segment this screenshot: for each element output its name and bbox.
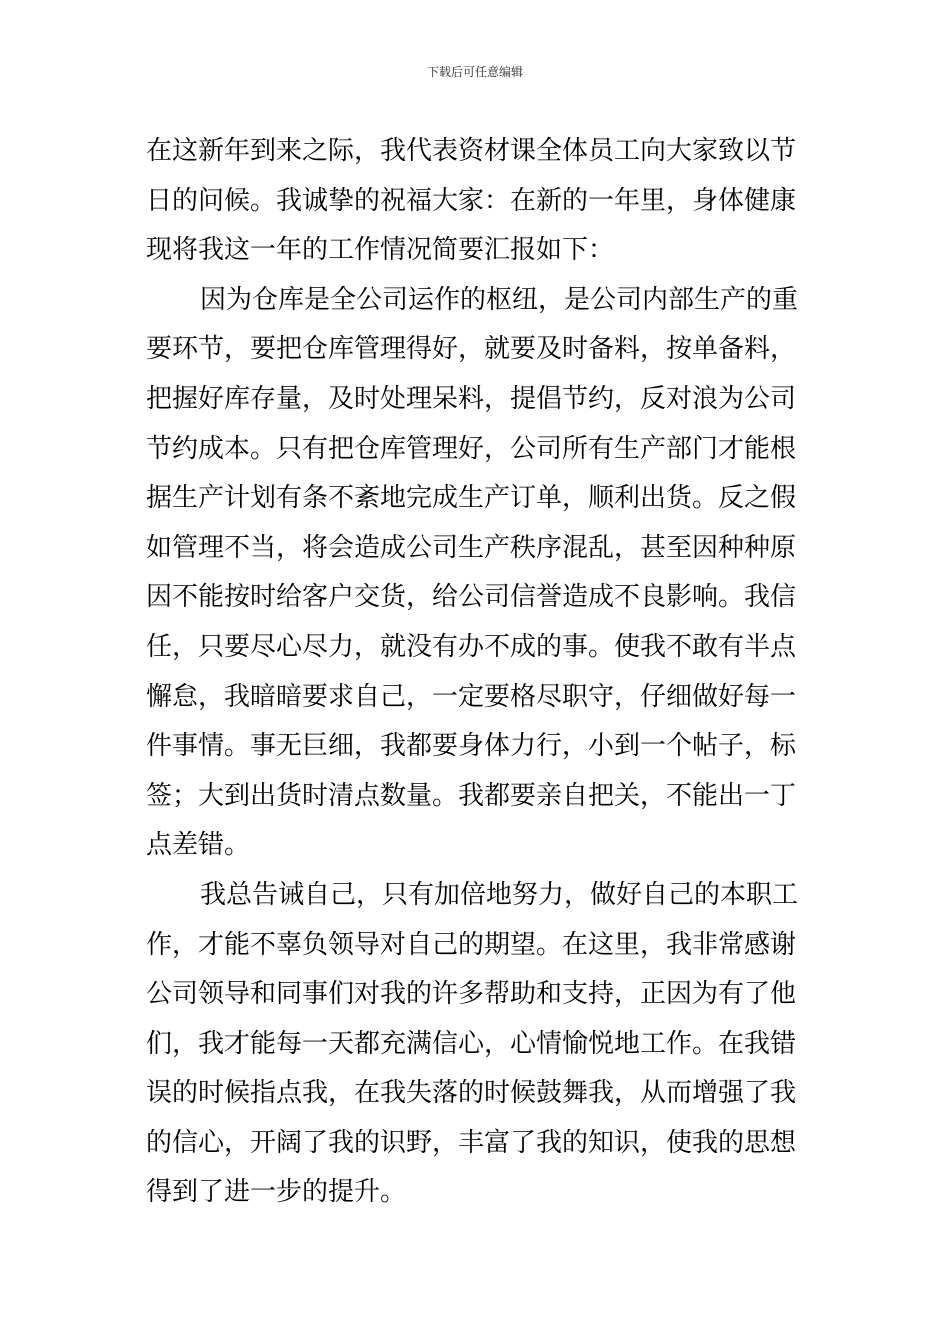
text-line: 误的时候指点我，在我失落的时候鼓舞我，从而增强了我 xyxy=(146,1078,797,1109)
text-line: 的信心，开阔了我的识野，丰富了我的知识，使我的思想 xyxy=(146,1127,797,1158)
text-line: 日的问候。我诚挚的祝福大家：在新的一年里，身体健康 xyxy=(146,185,797,216)
text-line: 现将我这一年的工作情况简要汇报如下： xyxy=(146,235,615,266)
page-header: 下载后可任意编辑 xyxy=(426,65,523,79)
text-line: 我总告诫自己，只有加倍地努力，做好自己的本职工 xyxy=(200,879,799,910)
text-line: 在这新年到来之际，我代表资材课全体员工向大家致以节 xyxy=(146,136,797,166)
text-line: 要环节，要把仓库管理得好，就要及时备料，按单备料， xyxy=(146,334,797,365)
text-line: 件事情。事无巨细，我都要身体力行，小到一个帖子，标 xyxy=(146,731,797,762)
text-line: 因不能按时给客户交货，给公司信誉造成不良影响。我信 xyxy=(146,582,797,613)
text-line: 据生产计划有条不紊地完成生产订单，顺利出货。反之假 xyxy=(146,483,797,514)
text-line: 公司领导和同事们对我的许多帮助和支持，正因为有了他 xyxy=(146,979,797,1010)
text-line: 任，只要尽心尽力，就没有办不成的事。使我不敢有半点 xyxy=(146,631,797,662)
text-line: 点差错。 xyxy=(146,830,251,861)
body-text xyxy=(146,127,808,1218)
text-line: 得到了进一步的提升。 xyxy=(146,1177,407,1208)
text-line: 把握好库存量，及时处理呆料，提倡节约，反对浪为公司 xyxy=(146,383,797,414)
text-line: 节约成本。只有把仓库管理好，公司所有生产部门才能根 xyxy=(146,433,797,464)
text-line: 签；大到出货时清点数量。我都要亲自把关，不能出一丁 xyxy=(146,780,797,811)
text-line: 如管理不当，将会造成公司生产秩序混乱，甚至因种种原 xyxy=(146,532,797,563)
text-line: 懈怠，我暗暗要求自己，一定要格尽职守，仔细做好每一 xyxy=(146,681,797,712)
text-line: 作，才能不辜负领导对自己的期望。在这里，我非常感谢 xyxy=(146,929,797,960)
text-line: 因为仓库是全公司运作的枢纽，是公司内部生产的重 xyxy=(200,284,799,315)
text-line: 们，我才能每一天都充满信心，心情愉悦地工作。在我错 xyxy=(146,1028,797,1059)
